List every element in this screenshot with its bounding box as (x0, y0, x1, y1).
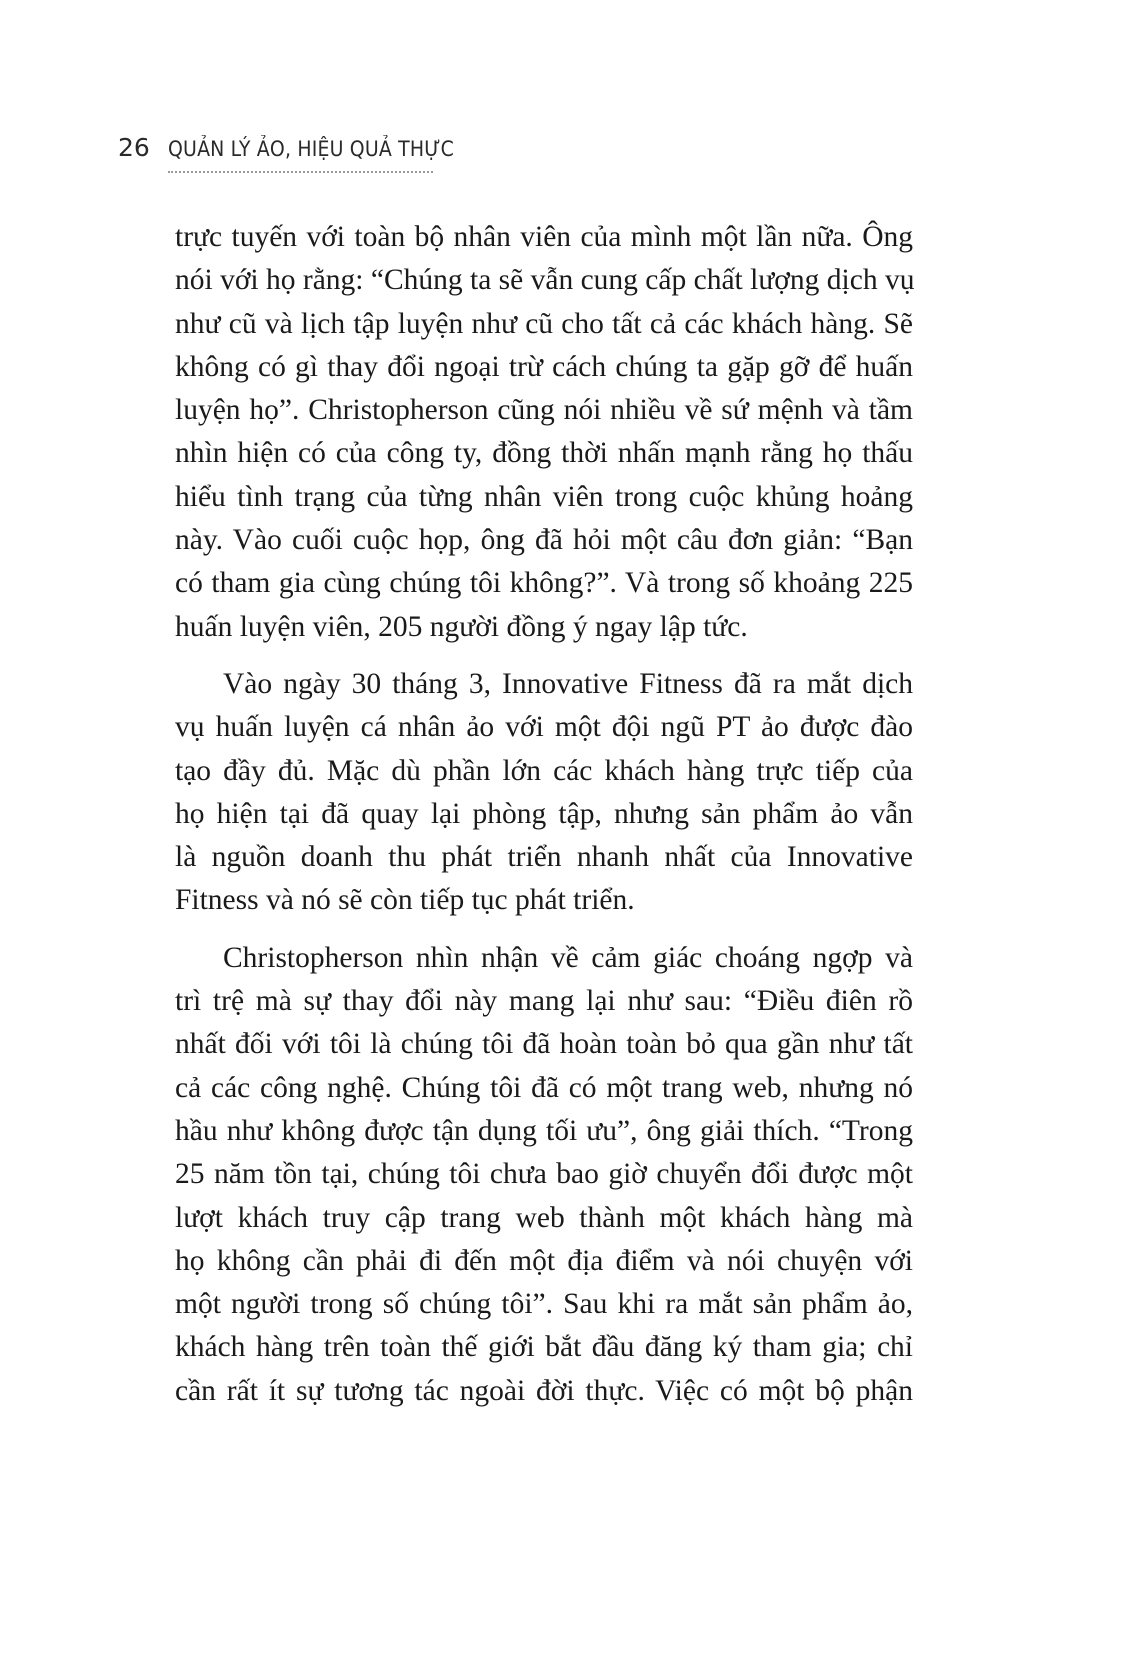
text-line: như cũ và lịch tập luyện như cũ cho tất cả các khách hàng. Sẽ (175, 307, 913, 340)
book-title-wrap (168, 137, 486, 161)
text-line: là nguồn doanh thu phát triển nhanh nhất của Innovative (175, 841, 913, 874)
text-line: một người trong số chúng tôi”. Sau khi ra mắt sản phẩm ảo, (175, 1288, 913, 1321)
text-line: trực tuyến với toàn bộ nhân viên của mình một lần nữa. Ông (175, 221, 913, 253)
paragraph-2 (175, 663, 913, 923)
text-line: luyện họ”. Christopherson cũng nói nhiều về sứ mệnh và tầm (175, 394, 913, 427)
dotted-rule-divider (168, 171, 433, 173)
text-line: cả các công nghệ. Chúng tôi đã có một trang web, nhưng nó (175, 1071, 913, 1104)
running-head (118, 133, 486, 162)
text-line: trì trệ mà sự thay đổi này mang lại như sau: “Điều điên rồ (175, 985, 913, 1018)
text-line: Vào ngày 30 tháng 3, Innovative Fitness đã ra mắt dịch (223, 667, 913, 700)
paragraph-gap (175, 923, 913, 937)
text-line: nói với họ rằng: “Chúng ta sẽ vẫn cung cấp chất lượng dịch vụ (175, 264, 915, 297)
text-line: cần rất ít sự tương tác ngoài đời thực. Việc có một bộ phận (175, 1374, 913, 1407)
text-line: huấn luyện viên, 205 người đồng ý ngay lập tức. (175, 610, 748, 643)
text-line: lượt khách truy cập trang web thành một khách hàng mà (175, 1201, 913, 1234)
text-line: không có gì thay đổi ngoại trừ cách chúng ta gặp gỡ để huấn (175, 350, 913, 383)
text-line: 25 năm tồn tại, chúng tôi chưa bao giờ chuyển đổi được một (175, 1158, 913, 1191)
text-line: họ hiện tại đã quay lại phòng tập, nhưng sản phẩm ảo vẫn (175, 797, 913, 830)
paragraph-1 (175, 216, 913, 649)
text-line: Fitness và nó sẽ còn tiếp tục phát triển. (175, 884, 635, 917)
text-line: Christopherson nhìn nhận về cảm giác choáng ngợp và (223, 941, 913, 974)
text-line: nhất đối với tôi là chúng tôi đã hoàn toàn bỏ qua gần như tất (175, 1028, 913, 1061)
text-line: có tham gia cùng chúng tôi không?”. Và trong số khoảng 225 (175, 567, 913, 600)
text-line: họ không cần phải đi đến một địa điểm và nói chuyện với (175, 1244, 913, 1277)
body-text (175, 216, 913, 1413)
text-line: hầu như không được tận dụng tối ưu”, ông giải thích. “Trong (175, 1114, 913, 1147)
text-line: vụ huấn luyện cá nhân ảo với một đội ngũ PT ảo được đào (175, 711, 913, 744)
paragraph-gap (175, 649, 913, 663)
text-line: tạo đầy đủ. Mặc dù phần lớn các khách hàng trực tiếp của (175, 754, 913, 787)
page-number: 26 (118, 133, 150, 162)
text-line: hiểu tình trạng của từng nhân viên trong cuộc khủng hoảng (175, 480, 913, 513)
text-line: này. Vào cuối cuộc họp, ông đã hỏi một câu đơn giản: “Bạn (175, 524, 913, 557)
text-line: nhìn hiện có của công ty, đồng thời nhấn mạnh rằng họ thấu (175, 437, 913, 470)
paragraph-3 (175, 937, 913, 1413)
text-line: khách hàng trên toàn thế giới bắt đầu đăng ký tham gia; chỉ (175, 1331, 913, 1364)
book-title: QUẢN LÝ ẢO, HIỆU QUẢ THỰC (167, 137, 454, 161)
